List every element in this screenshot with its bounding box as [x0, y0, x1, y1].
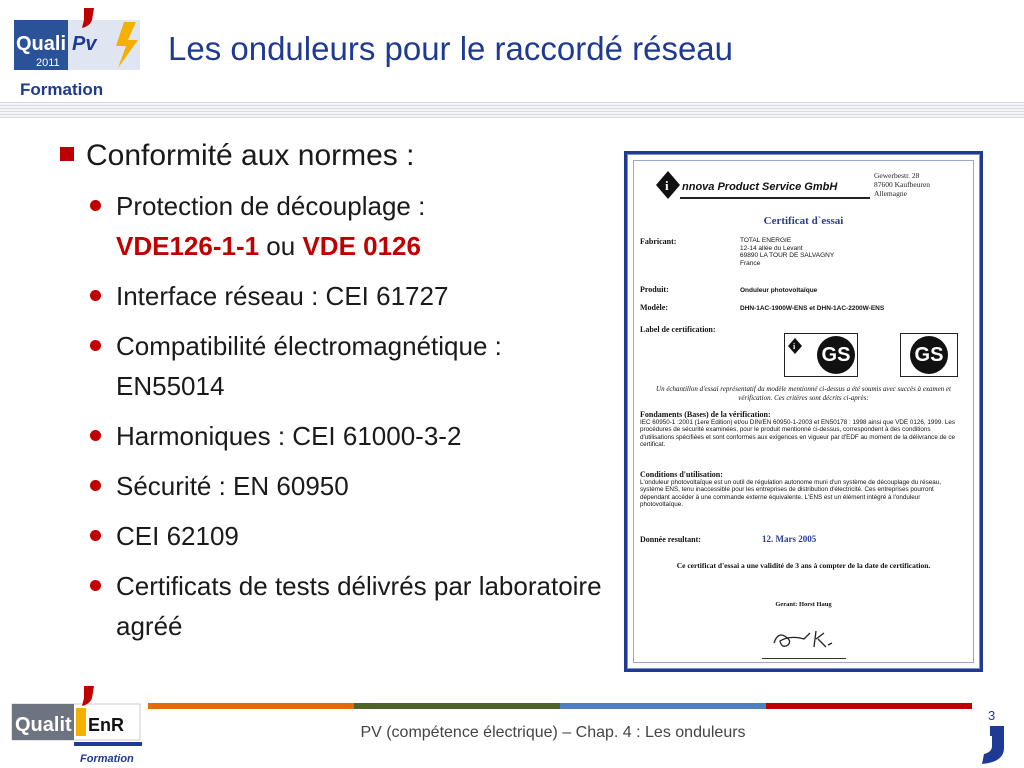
logo-subtitle: Formation — [80, 753, 134, 765]
conditions-section — [640, 471, 965, 509]
logo-brand: Qualit — [15, 714, 72, 736]
fabricant-value — [740, 237, 834, 267]
footer-bar-orange — [148, 703, 354, 709]
fabricant-line: 69890 LA TOUR DE SALVAGNY — [740, 252, 835, 259]
header-band — [0, 102, 1024, 118]
main-bullet — [58, 136, 608, 176]
gs-seal-icon: GS — [910, 336, 948, 374]
conditions-text: L'onduleur photovoltaïque est un outil de régulation autonome muni d'un système de découplage du réseau, système ENS, tenu inaccessible pour les entreprises de distribution d'électricité. Ces entreprises pourront dépendant accéder à une commande externe équivalente. L'ENS est un élément intégré à l'onduleur photovoltaïque. — [640, 478, 942, 509]
dot-bullet-icon — [90, 290, 101, 301]
norm-highlight: VDE126-1-1 — [116, 231, 260, 261]
logo-brand: Quali — [16, 33, 67, 55]
company-underline — [680, 197, 870, 199]
footer-bar-red — [766, 703, 972, 709]
address-line: Allemagne — [874, 189, 907, 198]
sub-bullet-text: Protection de découplage : — [116, 191, 426, 221]
page-number: 3 — [988, 708, 996, 723]
sub-bullet-text: CEI 62109 — [116, 521, 239, 551]
modele-value: DHN-1AC-1900W-ENS et DHN-1AC-2200W-ENS — [740, 305, 885, 312]
sub-bullet-item — [88, 516, 608, 556]
address-line: 87600 Kaufbeuren — [874, 180, 931, 189]
footer-color-bars — [148, 703, 972, 709]
sub-bullet-item — [88, 566, 608, 646]
svg-text:i: i — [665, 178, 669, 193]
sub-bullet-text: ou — [259, 231, 303, 261]
qualipv-logo — [12, 6, 144, 98]
signature-line — [762, 658, 846, 659]
certificate-validity: Ce certificat d'essai a une validité de 3 ans à compter de la date de certification. — [676, 561, 931, 570]
sub-bullet-text: Interface réseau : CEI 61727 — [116, 281, 449, 311]
certificate-manager: Gerant: Horst Haug — [775, 601, 832, 608]
bullet-content — [58, 136, 608, 656]
certificate-image — [624, 151, 983, 672]
certificate-date: 12. Mars 2005 — [762, 534, 817, 544]
signature-icon — [770, 625, 850, 653]
logo-brand-accent: Pv — [72, 33, 97, 55]
sub-bullet-text: Compatibilité électromagnétique : EN55014 — [116, 331, 502, 401]
dot-bullet-icon — [90, 530, 101, 541]
square-bullet-icon — [60, 147, 74, 161]
innova-small-icon — [788, 338, 802, 354]
fondements-title: Fondaments (Bases) de la vérification: — [640, 410, 771, 419]
fondements-section — [640, 411, 965, 449]
dot-bullet-icon — [90, 480, 101, 491]
sub-bullet-item — [88, 276, 608, 316]
logo-brand-accent: EnR — [88, 715, 124, 735]
sub-bullet-text: Harmoniques : CEI 61000-3-2 — [116, 421, 462, 451]
fabricant-label: Fabricant: — [640, 237, 677, 246]
footer-bar-green — [354, 703, 560, 709]
footer-caption: PV (compétence électrique) – Chap. 4 : Les onduleurs — [360, 724, 746, 741]
fabricant-line: France — [740, 259, 761, 267]
gs-seal-icon: GS — [817, 336, 855, 374]
main-bullet-text: Conformité aux normes : — [86, 139, 415, 172]
conditions-title: Conditions d'utilisation: — [640, 470, 723, 479]
gs-mark-tested — [900, 333, 958, 377]
certificate-address — [874, 171, 930, 198]
produit-value: Onduleur photovoltaïque — [740, 287, 818, 294]
date-label: Donnée resultant: — [640, 535, 701, 544]
footer-bar-blue — [560, 703, 766, 709]
sub-bullet-item — [88, 466, 608, 506]
sub-bullet-text: Certificats de tests délivrés par laboratoire agréé — [116, 571, 602, 641]
norm-highlight: VDE 0126 — [302, 231, 421, 261]
gs-mark-innova — [784, 333, 858, 377]
svg-text:i: i — [793, 342, 796, 351]
sub-bullet-item — [88, 326, 608, 406]
sub-bullet-list — [88, 186, 608, 646]
certificate-company: nnova Product Service GmbH — [682, 181, 838, 193]
certificate-heading: Certificat d`essai — [763, 215, 844, 227]
certificate-frame — [633, 160, 974, 663]
dot-bullet-icon — [90, 580, 101, 591]
dot-bullet-icon — [90, 430, 101, 441]
sub-bullet-item — [88, 416, 608, 456]
sub-bullet-text: Sécurité : EN 60950 — [116, 471, 349, 501]
fabricant-line: TOTAL ENERGIE — [740, 237, 792, 244]
logo-subtitle: Formation — [20, 80, 104, 98]
innova-logo-icon — [656, 171, 680, 199]
sub-bullet-item — [88, 186, 608, 266]
produit-label: Produit: — [640, 285, 669, 294]
logo-year: 2011 — [36, 57, 60, 69]
fondements-text: IEC 60950-1 :2001 (1ere Edition) et/ou DIN/EN 60950-1-2003 et EN50178 : 1998 ainsi que VDE 0126, 1999. Les procédures de sécurité examinées, pour le produit mentionné ci-dessus, correspondent à des conditions d'utilisations spécifiées et sont conformes aux exigences en vigueur par d'EDF au moment de la délivrance de ce certificat. — [640, 418, 956, 449]
address-line: Gewerbestr. 28 — [874, 171, 920, 180]
footer-j-mark-icon — [976, 712, 1006, 764]
label-certification: Label de certification: — [640, 325, 716, 334]
dot-bullet-icon — [90, 340, 101, 351]
modele-label: Modèle: — [640, 303, 668, 312]
certificate-italic-note: Un échantillon d'essai représentatif du modèle mentionné ci-dessus a été soumis avec succès à examen et vérification. Ces critères sont décrits ci-après: — [656, 385, 951, 402]
qualitenr-logo — [10, 686, 144, 766]
dot-bullet-icon — [90, 200, 101, 211]
slide-title: Les onduleurs pour le raccordé réseau — [168, 30, 734, 67]
fabricant-line: 12-14 allée du Levant — [740, 244, 803, 252]
